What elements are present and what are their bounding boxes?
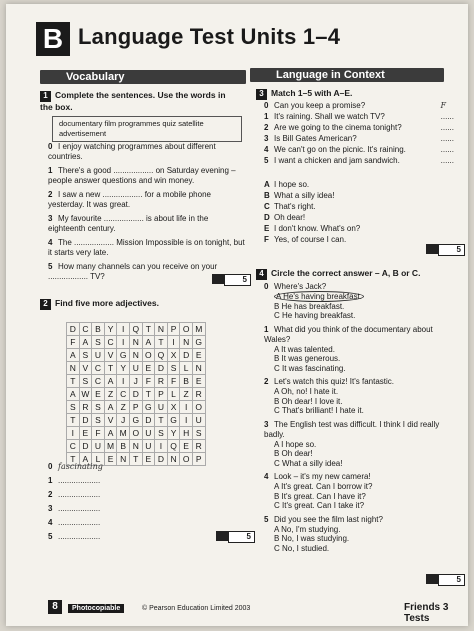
task3-text: Match 1–5 with A–E. — [271, 88, 353, 98]
grid-cell[interactable]: N — [155, 323, 168, 336]
grid-cell[interactable]: S — [167, 362, 180, 375]
task4-option[interactable]: C No, I studied. — [274, 543, 330, 553]
grid-cell[interactable]: G — [192, 336, 205, 349]
grid-cell[interactable]: N — [67, 362, 80, 375]
grid-row — [67, 362, 206, 375]
grid-cell[interactable]: S — [155, 427, 168, 440]
grid-cell[interactable]: S — [67, 401, 80, 414]
task4-option[interactable]: B Oh dear! — [274, 449, 313, 458]
grid-cell[interactable]: Y — [117, 362, 130, 375]
grid-row — [67, 349, 206, 362]
task4-option[interactable]: A It's great. Can I borrow it? — [274, 482, 373, 491]
grid-cell[interactable]: A — [104, 427, 117, 440]
task2-answer[interactable]: 3 ................... — [48, 504, 101, 513]
task4-question: 4 Look – it's my new camera! A It's great. Can I borrow it? B It's great. Can I have it? C It's great. Can I take it? — [264, 472, 454, 511]
task4-option[interactable]: A It was talented. — [274, 344, 335, 354]
grid-cell[interactable]: D — [79, 440, 92, 453]
grid-row — [67, 336, 206, 349]
grid-cell[interactable]: T — [67, 414, 80, 427]
task4-option[interactable]: B No, I was studying. — [274, 534, 350, 543]
task2-answer[interactable]: 5 ................... — [48, 532, 101, 541]
grid-cell[interactable]: D — [142, 414, 155, 427]
task4-number: 4 — [256, 269, 267, 280]
grid-cell[interactable]: A — [104, 401, 117, 414]
grid-cell[interactable]: Z — [117, 401, 130, 414]
task3-instruction — [256, 88, 456, 100]
grid-cell[interactable]: S — [92, 414, 105, 427]
task3-option: B What a silly idea! — [264, 191, 335, 200]
grid-cell[interactable]: W — [79, 388, 92, 401]
grid-cell[interactable]: A — [67, 349, 80, 362]
grid-cell[interactable]: N — [117, 453, 130, 466]
task4-text: Circle the correct answer – A, B or C. — [271, 268, 421, 278]
grid-cell[interactable]: A — [142, 336, 155, 349]
grid-cell[interactable]: L — [180, 362, 193, 375]
task1-item[interactable]: 2 I saw a new .................. for a mobile phone yesterday. It was great. — [48, 190, 211, 209]
grid-cell[interactable]: Y — [167, 427, 180, 440]
grid-cell[interactable]: U — [129, 362, 142, 375]
grid-cell[interactable]: D — [155, 453, 168, 466]
vocabulary-heading: Vocabulary — [40, 70, 246, 84]
grid-cell[interactable]: C — [104, 336, 117, 349]
grid-cell[interactable]: O — [180, 453, 193, 466]
grid-cell[interactable]: S — [92, 401, 105, 414]
task4-option[interactable]: A He's having breakfast. — [276, 292, 363, 301]
task2-answer[interactable]: 2 ................... — [48, 490, 101, 499]
task4-question: 5 Did you see the film last night? A No, I'm studying. B No, I was studying. C No, I studied. — [264, 515, 454, 554]
grid-cell[interactable]: U — [142, 427, 155, 440]
task2-answer[interactable]: 1 ................... — [48, 476, 101, 485]
task1-item[interactable]: 3 My favourite .................. is about life in the eighteenth century. — [48, 214, 209, 233]
task4-question: 1 What did you think of the documentary about Wales? A It was talented. B It was generous. C It was fascinating. — [264, 325, 454, 374]
task1-score-box: 5 — [224, 274, 251, 286]
grid-cell[interactable]: A — [79, 336, 92, 349]
task1-text: Complete the sentences. Use the words in the box. — [40, 90, 226, 112]
task4-option[interactable]: A No, I'm studying. — [274, 524, 341, 534]
task4-option[interactable]: A Oh, no! I hate it. — [274, 387, 339, 396]
grid-cell[interactable]: A — [104, 375, 117, 388]
grid-cell[interactable]: C — [79, 323, 92, 336]
grid-cell[interactable]: G — [142, 401, 155, 414]
grid-cell[interactable]: P — [167, 323, 180, 336]
task3-score-box: 5 — [438, 244, 465, 256]
grid-cell[interactable]: I — [155, 440, 168, 453]
task1-item[interactable]: 1 There's a good .................. on Saturday evening – people answer questions and win money. — [48, 166, 236, 185]
grid-cell[interactable]: D — [129, 388, 142, 401]
grid-cell[interactable]: R — [192, 440, 205, 453]
grid-cell[interactable]: J — [117, 414, 130, 427]
grid-cell[interactable]: U — [155, 401, 168, 414]
task4-score-box: 5 — [438, 574, 465, 586]
word-box: documentary film programmes quiz satellite advertisement — [52, 116, 242, 142]
task3-options — [264, 180, 454, 246]
task1-item: 0 I enjoy watching programmes about different countries. — [48, 142, 216, 161]
task3-option: E I don't know. What's on? — [264, 224, 361, 233]
grid-cell[interactable]: R — [155, 375, 168, 388]
grid-cell[interactable]: V — [104, 414, 117, 427]
grid-cell[interactable]: G — [129, 414, 142, 427]
grid-cell[interactable]: T — [67, 375, 80, 388]
grid-cell[interactable]: F — [142, 375, 155, 388]
grid-cell[interactable]: O — [180, 323, 193, 336]
grid-cell[interactable]: T — [142, 323, 155, 336]
grid-cell[interactable]: U — [92, 440, 105, 453]
task2-score-box: 5 — [228, 531, 255, 543]
grid-cell[interactable]: Z — [180, 388, 193, 401]
grid-cell[interactable]: B — [92, 323, 105, 336]
grid-row — [67, 388, 206, 401]
grid-cell[interactable]: E — [79, 427, 92, 440]
task1-items — [48, 142, 246, 286]
grid-cell[interactable]: I — [180, 401, 193, 414]
grid-cell[interactable]: Y — [104, 323, 117, 336]
grid-cell[interactable]: G — [117, 349, 130, 362]
grid-cell[interactable]: N — [129, 349, 142, 362]
grid-cell[interactable]: C — [92, 375, 105, 388]
grid-cell[interactable]: Z — [104, 388, 117, 401]
grid-cell[interactable]: E — [180, 440, 193, 453]
grid-cell[interactable]: N — [180, 336, 193, 349]
grid-cell[interactable]: O — [129, 427, 142, 440]
task4-option[interactable]: C It's great. Can I take it? — [274, 501, 365, 510]
task3-item[interactable]: 4 We can't go on the picnic. It's raining. ...... — [264, 145, 454, 154]
task4-question: 3 The English test was difficult. I think I did really badly. A I hope so. B Oh dear! C What a silly idea! — [264, 420, 454, 469]
grid-cell[interactable]: M — [192, 323, 205, 336]
task4-question: 2 Let's watch this quiz! It's fantastic. A Oh, no! I hate it. B Oh dear! I love it. C That's brilliant! I hate it. — [264, 377, 454, 416]
grid-cell[interactable]: D — [180, 349, 193, 362]
task4-option[interactable]: C He having breakfast. — [274, 311, 356, 320]
score-shade — [216, 531, 228, 541]
task2-answer: 0 fascinating — [48, 462, 103, 471]
grid-cell[interactable]: F — [92, 427, 105, 440]
page-title: Language Test Units 1–4 — [78, 24, 341, 49]
grid-cell[interactable]: E — [92, 388, 105, 401]
task2-answers — [48, 462, 168, 546]
grid-cell[interactable]: L — [167, 388, 180, 401]
score-shade — [426, 574, 438, 584]
task3-option: F Yes, of course I can. — [264, 235, 347, 244]
task2-text: Find five more adjectives. — [55, 298, 159, 308]
grid-row — [67, 401, 206, 414]
grid-cell[interactable]: A — [79, 453, 92, 466]
task2-answer[interactable]: 4 ................... — [48, 518, 101, 527]
task1-number: 1 — [40, 91, 51, 102]
grid-cell[interactable]: A — [67, 388, 80, 401]
grid-cell[interactable]: E — [142, 453, 155, 466]
grid-cell[interactable]: X — [167, 401, 180, 414]
test-page — [6, 4, 468, 626]
task4-question: 0 Where's Jack? A He's having breakfast. B He has breakfast. C He having breakfast. — [264, 282, 454, 321]
grid-cell[interactable]: E — [192, 375, 205, 388]
task2-number: 2 — [40, 299, 51, 310]
task3-option: C That's right. — [264, 202, 316, 211]
task1-item[interactable]: 5 How many channels can you receive on your .................. TV? — [48, 262, 218, 281]
grid-cell[interactable]: P — [192, 453, 205, 466]
grid-cell[interactable]: E — [142, 362, 155, 375]
grid-cell[interactable]: C — [117, 388, 130, 401]
task3-item[interactable]: 5 I want a chicken and jam sandwich. ...... — [264, 156, 454, 165]
grid-cell[interactable]: S — [79, 349, 92, 362]
grid-cell[interactable]: G — [167, 414, 180, 427]
grid-row — [67, 323, 206, 336]
grid-cell[interactable]: Q — [155, 349, 168, 362]
task3-item[interactable]: 2 Are we going to the cinema tonight? ...... — [264, 123, 454, 132]
grid-cell[interactable]: F — [67, 336, 80, 349]
series-name: Friends 3 Tests — [404, 602, 449, 624]
grid-cell[interactable]: T — [67, 453, 80, 466]
grid-cell[interactable]: S — [192, 427, 205, 440]
copyright-text: © Pearson Education Limited 2003 — [142, 605, 251, 612]
grid-cell[interactable]: L — [92, 453, 105, 466]
language-heading: Language in Context — [250, 68, 444, 82]
grid-cell[interactable]: V — [104, 349, 117, 362]
unit-letter-logo: B — [36, 22, 70, 56]
grid-cell[interactable]: B — [180, 375, 193, 388]
grid-cell[interactable]: P — [129, 401, 142, 414]
grid-row — [67, 440, 206, 453]
grid-cell[interactable]: J — [129, 375, 142, 388]
grid-cell[interactable]: N — [167, 453, 180, 466]
grid-cell[interactable]: V — [79, 362, 92, 375]
task4-option[interactable]: C What a silly idea! — [274, 458, 343, 468]
task3-item[interactable]: 1 It's raining. Shall we watch TV? ...... — [264, 112, 454, 121]
grid-cell[interactable]: N — [129, 336, 142, 349]
task3-number: 3 — [256, 89, 267, 100]
task1-instruction — [40, 90, 240, 112]
score-shade — [426, 244, 438, 254]
grid-cell[interactable]: U — [192, 414, 205, 427]
task3-option: A I hope so. — [264, 180, 310, 189]
grid-cell[interactable]: T — [129, 453, 142, 466]
grid-cell[interactable]: E — [104, 453, 117, 466]
page-number: 8 — [48, 600, 62, 614]
task3-item[interactable]: 3 Is Bill Gates American? ...... — [264, 134, 454, 143]
task4-option[interactable]: B It's great. Can I have it? — [274, 491, 366, 501]
grid-cell[interactable]: S — [92, 336, 105, 349]
grid-row — [67, 414, 206, 427]
grid-cell[interactable]: D — [155, 362, 168, 375]
grid-row — [67, 427, 206, 440]
task3-option: D Oh dear! — [264, 213, 306, 222]
grid-cell[interactable]: I — [117, 323, 130, 336]
grid-cell[interactable]: D — [67, 323, 80, 336]
grid-cell[interactable]: S — [79, 375, 92, 388]
grid-cell[interactable]: Q — [129, 323, 142, 336]
grid-cell[interactable]: I — [117, 336, 130, 349]
task4-instruction — [256, 268, 466, 280]
grid-cell[interactable]: I — [67, 427, 80, 440]
task3-items — [264, 101, 454, 167]
grid-cell[interactable]: I — [117, 375, 130, 388]
grid-cell[interactable]: T — [142, 388, 155, 401]
grid-cell[interactable]: Q — [167, 440, 180, 453]
grid-cell[interactable]: N — [192, 362, 205, 375]
grid-cell[interactable]: R — [192, 388, 205, 401]
grid-cell[interactable]: M — [117, 427, 130, 440]
task2-instruction — [40, 298, 240, 310]
grid-cell[interactable]: D — [79, 414, 92, 427]
grid-cell[interactable]: X — [167, 349, 180, 362]
grid-cell[interactable]: U — [142, 440, 155, 453]
grid-cell[interactable]: C — [92, 362, 105, 375]
task4-option[interactable]: A I hope so. — [274, 439, 317, 449]
grid-cell[interactable]: I — [167, 336, 180, 349]
grid-cell[interactable]: T — [104, 362, 117, 375]
word-search-grid[interactable] — [66, 322, 206, 466]
grid-cell[interactable]: I — [180, 414, 193, 427]
grid-cell[interactable]: C — [67, 440, 80, 453]
grid-cell[interactable]: F — [167, 375, 180, 388]
task1-item[interactable]: 4 The .................. Mission Impossible is on tonight, but it starts very late. — [48, 238, 245, 257]
task4-option[interactable]: B He has breakfast. — [274, 301, 345, 311]
task4-option[interactable]: B Oh dear! I love it. — [274, 396, 343, 406]
score-shade — [212, 274, 224, 284]
task4-option[interactable]: B It was generous. — [274, 354, 341, 363]
task3-item: 0 Can you keep a promise? F — [264, 101, 446, 110]
task4-option[interactable]: C It was fascinating. — [274, 363, 346, 373]
grid-cell[interactable]: E — [192, 349, 205, 362]
grid-cell[interactable]: R — [79, 401, 92, 414]
grid-cell[interactable]: M — [104, 440, 117, 453]
grid-cell[interactable]: H — [180, 427, 193, 440]
grid-cell[interactable]: O — [142, 349, 155, 362]
grid-cell[interactable]: B — [117, 440, 130, 453]
grid-cell[interactable]: N — [129, 440, 142, 453]
task4-option[interactable]: C That's brilliant! I hate it. — [274, 406, 364, 415]
grid-cell[interactable]: T — [155, 336, 168, 349]
grid-cell[interactable]: O — [192, 401, 205, 414]
grid-cell[interactable]: P — [155, 388, 168, 401]
grid-cell[interactable]: U — [92, 349, 105, 362]
grid-row — [67, 375, 206, 388]
grid-cell[interactable]: T — [155, 414, 168, 427]
photocopiable-badge: Photocopiable — [68, 604, 124, 613]
task4-questions — [264, 282, 454, 557]
